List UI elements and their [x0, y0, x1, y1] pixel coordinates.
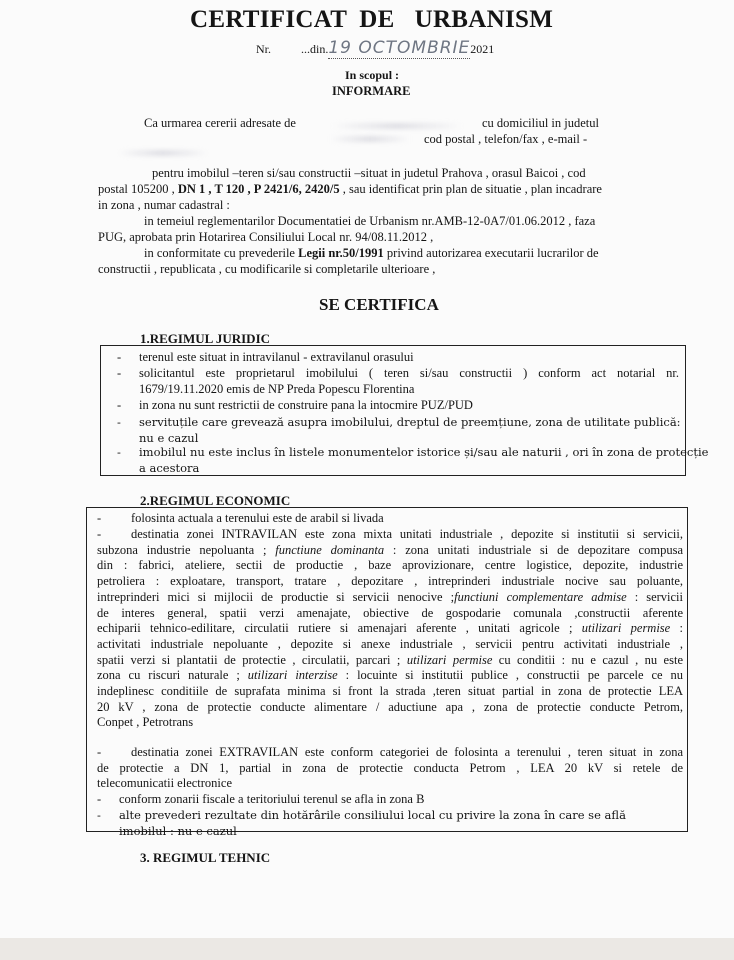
economic-text-line: din : fabrici, ateliere, sectii de productie , baze aprovizionare, centre logistice, depozite, industrie — [97, 558, 683, 573]
intro-par3-line-1: in temeiul reglementarilor Documentatiei de Urbanism nr.AMB-12-0A7/01.06.2012 , faza — [144, 214, 596, 228]
economic-text-line: petroliera : exploatare, transport, tratare , depozitare , intreprinderi industriale nocive sau poluante, — [97, 574, 683, 589]
economic-text-line: de protectie a DN 1, partial in zona de protectie conducta Petrom , LEA 20 kV si retele de — [97, 760, 683, 775]
economic-text-line: activitati industriale nepoluante , depozite si anexe industriale , servicii pentru activitati industriale , — [97, 636, 683, 651]
intro-par4-line-2: constructii , republicata , cu modificarile si completarile ulterioare , — [98, 262, 436, 276]
economic-text-line: subzona industrie nepoluanta ; functiune dominanta : zona unitati industriale si de depozitare compusa — [97, 542, 683, 557]
number-date-line: Nr. ...din.19 OCTOMBRIE2021 — [256, 38, 495, 58]
intro-line-1b: cu domiciliul in judetul — [482, 116, 599, 130]
economic-text-line: 20 kV , zona de protectie conducte alimentare / aductiune apa , zona de protectie conducte Petrom, — [97, 699, 683, 714]
intro-line-2: cod postal , telefon/fax , e-mail - — [424, 132, 588, 146]
se-certifica-heading: SE CERTIFICA — [319, 295, 439, 314]
economic-text-line: zona cu riscuri naturale ; utilizari interzise : locuinte si institutii publice , constructii pe parcele ce nu — [97, 668, 683, 683]
scope-value: INFORMARE — [332, 84, 411, 98]
economic-text-line: de interes general, spatii verzi amenajate, obiective de gospodarie comunala ,constructii aferente — [97, 605, 683, 620]
law-reference: Legii nr.50/1991 — [298, 246, 384, 260]
juridic-item-4: - servituțile care grevează asupra imobilului, dreptul de preemțiune, zona de utilitate publică: nu e cazul — [117, 415, 681, 445]
juridic-item-5: - imobilul nu este inclus în listele monumentelor istorice și/sau ale naturii , ori în zona de protecție a acestora — [117, 445, 709, 475]
juridic-item-2: - solicitantul este proprietarul imobilului ( teren si/sau constructii ) conform act notarial nr. 1679/19.11.2020 emis de NP Preda Popescu Florentina — [117, 366, 679, 396]
regim-economic-box: - folosinta actuala a terenului este de arabil si livada - destinatia zonei INTRAVILAN este zona mixta unitati industriale , depozite si institutii si servicii, subzona industrie nepoluanta ; functiune dominanta : zona unitati industriale si de depozitare compusa din : fabrici, ateliere, sectii de productie , baze aprovizionare, centre logistice, depozite, industrie petroliera : exploatare, transport, tratare , depozitare , intreprinderi industriale nocive sau poluante, intreprinderi mici si mijlocii de productie si servicii nenocive ;functiuni complementare admise : servicii de interes general, spatii verzi amenajate, obiective de gospodarie comunala ,constructii aferente echiparii tehnico-edilitare, circulatii rutiere si amenajari aferente , unitati agricole ; utilizari permise : activitati industriale nepoluante , depozite si anexe industriale , servicii pentru activitati industriale , spatii verzi si plantatii de protectie , circulatii, parcari ; utilizari permise cu conditii : nu e cazul , nu este zona cu riscuri naturale ; utilizari interzise : locuinte si institutii publice , constructii pe parcele ce nu indeplinesc conditiile de suprafata minima si front la strada ,teren situat partial in zona de protectie LEA 20 kV , zona de protectie conducte alimentare / aductiune apa , zona de protectie conducte Petrom, Conpet , Petrotrans - destinatia zonei EXTRAVILAN este conform categoriei de folosinta a terenului , teren situat in zona de protectie a DN 1, partial in zona de protectie conducta Petrom , LEA 20 kV si retele de telecomunicatii electronice - conform zonarii fiscale a teritoriului terenul se afla in zona B - alte prevederi rezultate din hotărârile consiliului local cu privire la zona în care se află imobilul : nu e cazul — [86, 507, 688, 832]
intro-par3-line-2: PUG, aprobata prin Hotarirea Consiliului Local nr. 94/08.11.2012 , — [98, 230, 434, 244]
economic-text-line: indeplinesc conditiile de suprafata minima si front la strada ,teren situat partial in zona de protectie LEA — [97, 684, 683, 698]
intro-par2-line-2: postal 105200 , DN 1 , T 120 , P 2421/6, 2420/5 , sau identificat prin plan de situatie , plan incadrare — [98, 182, 602, 196]
economic-text-line: Conpet , Petrotrans — [97, 715, 194, 730]
intro-par2-line-3: in zona , numar cadastral : — [98, 198, 230, 212]
regim-tehnic-heading: 3. REGIMUL TEHNIC — [140, 850, 271, 865]
redacted-address — [330, 136, 410, 142]
document-title: CERTIFICAT DE URBANISM — [190, 6, 554, 33]
intro-line-1a: Ca urmarea cererii adresate de — [144, 116, 296, 130]
intro-par4-line-1: in conformitate cu prevederile Legii nr.50/1991 privind autorizarea executarii lucrarilor de — [144, 246, 599, 260]
redacted-email — [118, 150, 208, 156]
redacted-name — [332, 123, 462, 129]
economic-text-line: destinatia zonei EXTRAVILAN este conform categoriei de folosinta a terenului , teren situat in zona — [131, 745, 683, 759]
economic-text-line: echiparii tehnico-edilitare, circulatii rutiere si amenajari aferente , unitati agricole ; utilizari permise : — [97, 621, 683, 636]
intro-par2-line-1: pentru imobilul –teren si/sau constructii –situat in judetul Prahova , orasul Baicoi , cod — [152, 166, 586, 180]
parcel-ids: DN 1 , T 120 , P 2421/6, 2420/5 — [177, 182, 340, 196]
economic-text-line: destinatia zonei INTRAVILAN este zona mixta unitati industriale , depozite si institutii si servicii, — [131, 527, 683, 541]
regim-juridic-heading: 1.REGIMUL JURIDIC — [140, 331, 271, 346]
economic-text-line: spatii verzi si plantatii de protectie , circulatii, parcari ; utilizari permise cu conditii : nu e cazul , nu este — [97, 652, 683, 667]
handwritten-date: 19 OCTOMBRIE — [328, 38, 471, 58]
bottom-margin — [0, 938, 734, 960]
regim-juridic-box: - terenul este situat in intravilanul - extravilanul orasului - solicitantul este proprietarul imobilului ( teren si/sau constructii ) conform act notarial nr. 1679/19.11.2020 emis de NP Preda Popescu Florentina - in zona nu sunt restrictii de construire pana la intocmire PUZ/PUD - servituțile care grevează asupra imobilului, dreptul de preemțiune, zona de utilitate publică: nu e cazul - imobilul nu este inclus în listele monumentelor istorice și/sau ale naturii , ori în zona de protecție a acestora — [100, 345, 686, 476]
regim-economic-heading: 2.REGIMUL ECONOMIC — [140, 493, 291, 508]
scope-label: In scopul : — [345, 68, 400, 82]
economic-text-line: intreprinderi mici si mijlocii de productie si servicii nenocive ;functiuni complementare admise : servicii — [97, 589, 683, 604]
economic-text-line: telecomunicatii electronice — [97, 776, 232, 791]
